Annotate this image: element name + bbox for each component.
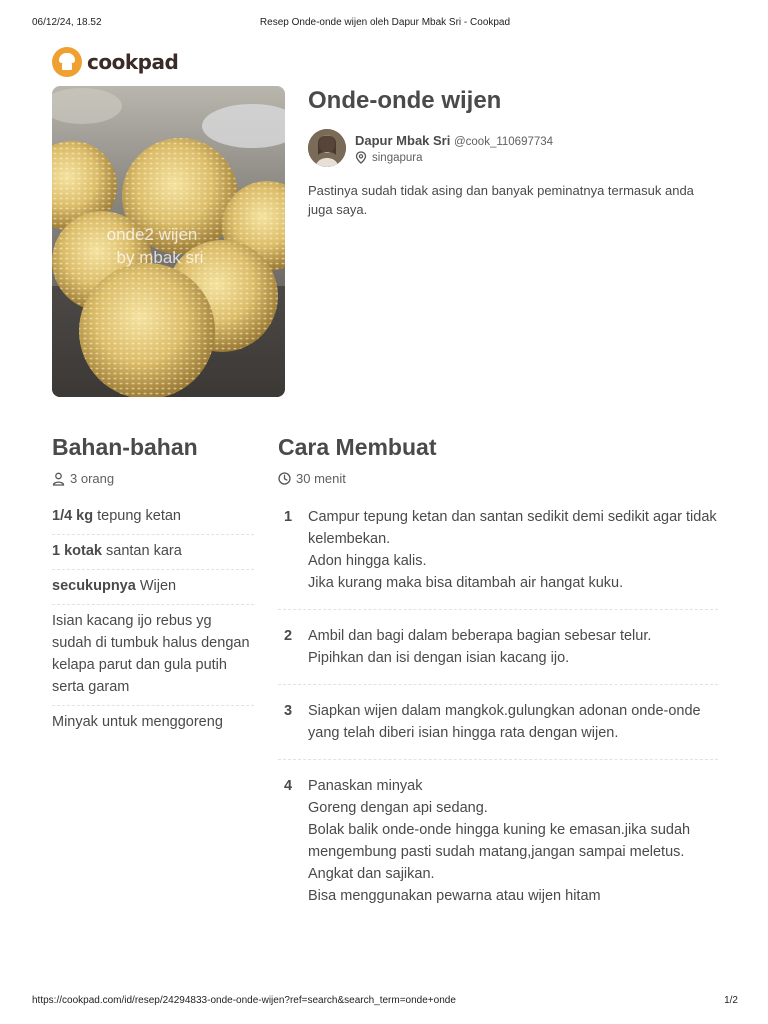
ingredient-qty: 1 kotak [52, 543, 102, 559]
ingredient-item [52, 500, 254, 535]
step-number: 3 [284, 703, 293, 719]
step-text: Campur tepung ketan dan santan sedikit demi sedikit agar tidak kelembekan. Adon hingga kalis. Jika kurang maka bisa ditambah air hangat kuku. [308, 509, 717, 591]
steps-list [278, 503, 718, 934]
print-date: 06/12/24, 18.52 [32, 17, 102, 28]
ingredient-qty: 1/4 kg [52, 508, 94, 524]
step-number: 1 [284, 509, 293, 525]
recipe-photo [52, 86, 285, 397]
cookpad-logo[interactable] [52, 47, 178, 77]
author-location [355, 151, 423, 164]
step-text: Ambil dan bagi dalam beberapa bagian sebesar telur. Pipihkan dan isi dengan isian kacang ijo. [308, 628, 652, 666]
ingredient-name: Isian kacang ijo rebus yg sudah di tumbuk halus dengan kelapa parut dan gula putih serta garam [52, 613, 250, 695]
cook-time-text: 30 menit [296, 471, 346, 486]
print-page-number: 1/2 [724, 995, 738, 1006]
step-item [278, 697, 718, 760]
person-icon [52, 472, 65, 486]
photo-watermark-line1: onde2 wijen [106, 225, 198, 244]
ingredient-qty: secukupnya [52, 578, 136, 594]
author-location-text: singapura [372, 151, 423, 164]
servings [52, 471, 114, 486]
print-url: https://cookpad.com/id/resep/24294833-onde-onde-wijen?ref=search&search_term=onde+onde [32, 995, 456, 1006]
print-footer [32, 995, 738, 1009]
print-header [32, 17, 738, 31]
ingredient-name: santan kara [106, 543, 182, 559]
steps-title: Cara Membuat [278, 434, 437, 460]
step-item [278, 503, 718, 610]
ingredient-name: tepung ketan [97, 508, 181, 524]
step-text: Siapkan wijen dalam mangkok.gulungkan adonan onde-onde yang telah diberi isian hingga rata dengan wijen. [308, 703, 701, 741]
step-number: 4 [284, 778, 293, 794]
clock-icon [278, 472, 291, 485]
ingredients-title: Bahan-bahan [52, 434, 198, 460]
step-text: Panaskan minyak Goreng dengan api sedang. Bolak balik onde-onde hingga kuning ke emasan.jika sudah mengembung pasti sudah matang,jangan sampai meletus. Angkat dan sajikan. Bisa menggunakan pewarna atau wijen hitam [308, 778, 691, 904]
ingredient-name: Wijen [139, 578, 177, 594]
author-handle: @cook_110697734 [453, 136, 554, 148]
ingredients-list [52, 500, 254, 740]
print-doc-title: Resep Onde-onde wijen oleh Dapur Mbak Sri - Cookpad [259, 17, 511, 28]
author-name[interactable]: Dapur Mbak Sri [355, 133, 451, 148]
cook-time [278, 471, 346, 486]
ingredient-name: Minyak untuk menggoreng [52, 714, 223, 730]
recipe-title: Onde-onde wijen [308, 87, 502, 114]
step-item [278, 622, 718, 685]
location-pin-icon [355, 151, 367, 164]
ingredient-item [52, 605, 254, 706]
recipe-description: Pastinya sudah tidak asing dan banyak peminatnya termasuk anda juga saya. [308, 183, 694, 217]
ingredient-item [52, 706, 254, 740]
ingredient-item [52, 535, 254, 570]
servings-text: 3 orang [70, 471, 115, 486]
ingredient-item [52, 570, 254, 605]
brand-name: cookpad [87, 50, 179, 74]
chef-hat-icon [52, 47, 82, 77]
step-number: 2 [284, 628, 293, 644]
author-avatar[interactable] [308, 129, 346, 167]
step-item [278, 772, 718, 922]
photo-watermark-line2: by mbak sri [116, 248, 204, 267]
author-name-line [355, 133, 553, 148]
